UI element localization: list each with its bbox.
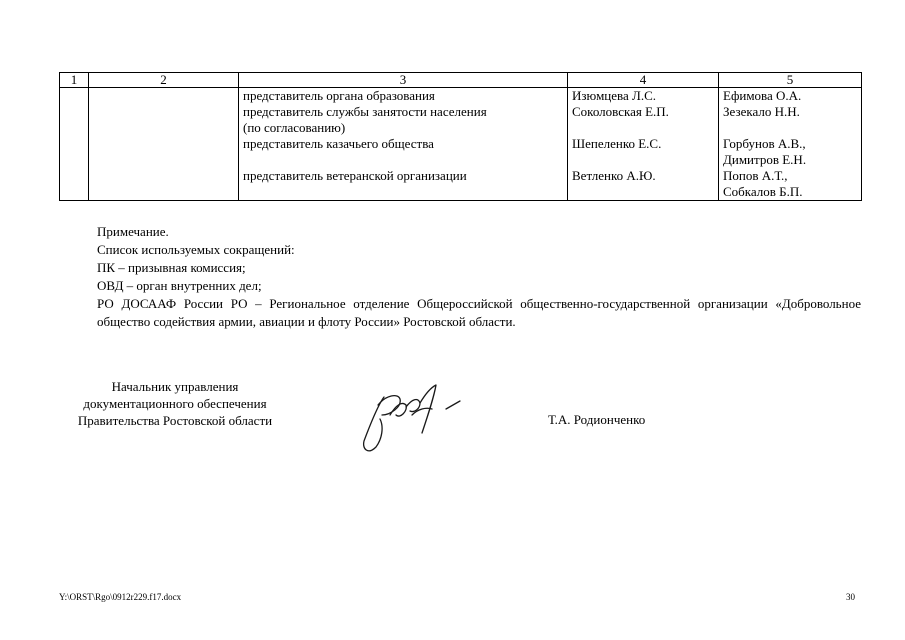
- abbreviation-ovd: ОВД – орган внутренних дел;: [97, 278, 262, 293]
- appointments-table: [59, 72, 862, 201]
- cell-reserve-list: [719, 88, 862, 201]
- position-line: представитель казачьего общества: [243, 136, 434, 151]
- header-col-1: 1: [60, 73, 89, 88]
- table-row: [60, 88, 862, 201]
- reserve-line: [723, 120, 857, 136]
- position-line: [243, 152, 563, 168]
- handwritten-signature: [350, 375, 470, 460]
- member-line: Шепеленко Е.С.: [572, 136, 662, 151]
- notes-title: Примечание.: [97, 224, 169, 239]
- table-header-row: [60, 73, 862, 88]
- position-line: представитель службы занятости населения: [243, 104, 487, 119]
- member-line: [572, 152, 714, 168]
- abbreviation-pk: ПК – призывная комиссия;: [97, 260, 246, 275]
- cell-position-list: [239, 88, 568, 201]
- cell-category: [89, 88, 239, 201]
- signer-title-line: Правительства Ростовской области: [77, 413, 273, 428]
- header-col-5: 5: [719, 73, 862, 88]
- member-line: Изюмцева Л.С.: [572, 88, 656, 103]
- header-col-4: 4: [568, 73, 719, 88]
- cell-number: [60, 88, 89, 201]
- member-line: Ветленко А.Ю.: [572, 168, 656, 183]
- member-line: [572, 120, 714, 136]
- footer-file-path: Y:\ORST\Rgo\0912r229.f17.docx: [59, 592, 182, 602]
- position-line: представитель ветеранской организации: [243, 168, 467, 183]
- reserve-line: Ефимова О.А.: [723, 88, 802, 103]
- abbreviation-dosaaf: РО ДОСААФ России РО – Региональное отделение Общероссийской общественно-государственной организации «Добровольное общество содействия армии, авиации и флоту России» Ростовской области.: [97, 296, 861, 329]
- notes-section: [59, 223, 861, 331]
- reserve-line: Попов А.Т.,: [723, 168, 788, 183]
- position-line: представитель органа образования: [243, 88, 435, 103]
- reserve-line: Горбунов А.В.,: [723, 136, 806, 151]
- header-col-3: 3: [239, 73, 568, 88]
- position-line: [243, 184, 563, 200]
- position-line: (по согласованию): [243, 120, 346, 135]
- cell-member-list: [568, 88, 719, 201]
- reserve-line: Зезекало Н.Н.: [723, 104, 800, 119]
- signer-title-line: Начальник управления: [111, 379, 239, 394]
- signer-title: [50, 378, 300, 429]
- signer-title-line: документационного обеспечения: [83, 396, 267, 411]
- signer-name: Т.А. Родионченко: [548, 412, 646, 427]
- header-col-2: 2: [89, 73, 239, 88]
- reserve-line: Димитров Е.Н.: [723, 152, 807, 167]
- abbreviations-heading: Список используемых сокращений:: [97, 242, 295, 257]
- reserve-line: Собкалов Б.П.: [723, 184, 803, 199]
- member-line: [572, 184, 714, 200]
- member-line: Соколовская Е.П.: [572, 104, 669, 119]
- page-number: 30: [846, 592, 855, 602]
